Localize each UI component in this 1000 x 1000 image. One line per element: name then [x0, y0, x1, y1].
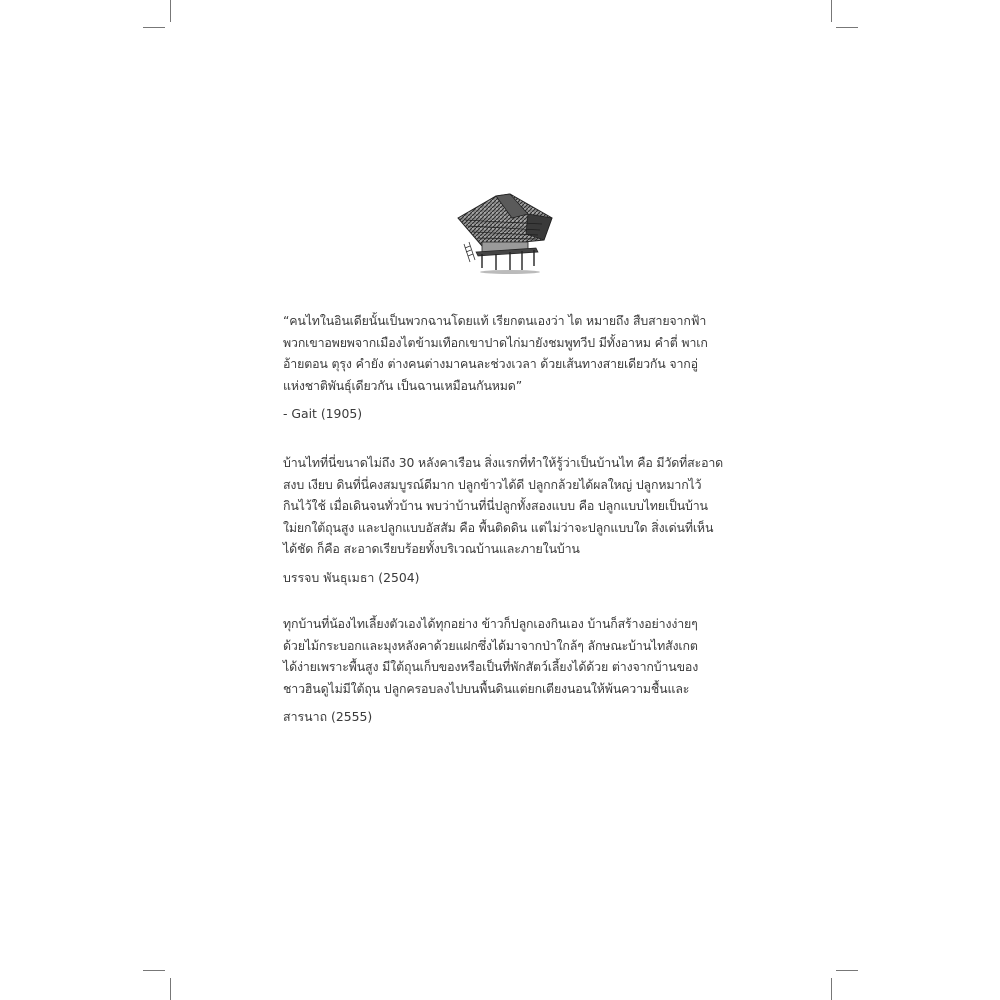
passage-line: ได้ง่ายเพราะพื้นสูง มีใต้ถุนเก็บของหรือเป็นที่พักสัตว์เลี้ยงได้ด้วย ต่างจากบ้านของ [283, 659, 699, 675]
crop-mark [836, 27, 858, 28]
passage-two-block [283, 613, 733, 727]
passage-line: บ้านไทที่นี่ขนาดไม่ถึง 30 หลังคาเรือน สิ่งแรกที่ทำให้รู้ว่าเป็นบ้านไท คือ มีวัดที่สะอาด [283, 455, 724, 470]
quote-line: พวกเขาอพยพจากเมืองไตข้ามเทือกเขาปาดไก่มายังชมพูทวีป มีทั้งอาหม คำตี่ พาเก [283, 334, 708, 350]
quote-block [283, 310, 733, 424]
crop-mark [831, 0, 832, 22]
crop-mark [143, 970, 165, 971]
passage-one-block [283, 452, 733, 588]
quote-citation: - Gait (1905) [283, 406, 363, 422]
crop-mark [170, 0, 171, 22]
passage-line: ด้วยไม้กระบอกและมุงหลังคาด้วยแฝกซึ่งได้มาจากป่าใกล้ๆ ลักษณะบ้านไทสังเกต [283, 637, 698, 653]
passage-line: กินไว้ใช้ เมื่อเดินจนทั่วบ้าน พบว่าบ้านที่นี่ปลูกทั้งสองแบบ คือ ปลูกแบบไทยเป็นบ้าน [283, 498, 708, 514]
passage-one-citation: บรรจบ พันธุเมธา (2504) [283, 569, 420, 585]
passage-line: ชาวฮินดูไม่มีใต้ถุน ปลูกครอบลงไปบนพื้นดินแต่ยกเตียงนอนให้พ้นความชื้นและ [283, 680, 690, 696]
passage-line: ทุกบ้านที่น้องไทเลี้ยงตัวเองได้ทุกอย่าง ข้าวก็ปลูกเองกินเอง บ้านก็สร้างอย่างง่ายๆ [283, 616, 698, 631]
quote-line: แห่งชาติพันธุ์เดียวกัน เป็นฉานเหมือนกันหมด” [283, 377, 522, 393]
quote-paragraph [283, 310, 733, 396]
passage-one-paragraph [283, 452, 733, 560]
crop-mark [170, 978, 171, 1000]
passage-line: ใม่ยกใต้ถุนสูง และปลูกแบบอัสสัม คือ พื้นติดดิน แต่ไม่ว่าจะปลูกแบบใด สิ่งเด่นที่เห็น [283, 519, 714, 535]
crop-mark [836, 970, 858, 971]
quote-line: อ้ายตอน ตุรุง คำยัง ต่างคนต่างมาคนละช่วงเวลา ด้วยเส้นทางสายเดียวกัน จากอู่ [283, 356, 698, 372]
quote-line: “คนไทในอินเดียนั้นเป็นพวกฉานโดยแท้ เรียกตนเองว่า ไต หมายถึง สืบสายจากฟ้า [283, 313, 707, 328]
stilt-house-icon [452, 188, 562, 274]
crop-mark [831, 978, 832, 1000]
passage-line: สงบ เงียบ ดินที่นี่คงสมบูรณ์ดีมาก ปลูกข้าวได้ดี ปลูกกล้วยได้ผลใหญ่ ปลูกหมากไว้ [283, 476, 702, 492]
crop-mark [143, 27, 165, 28]
passage-two-citation: สารนาถ (2555) [283, 709, 373, 725]
passage-line: ได้ชัด ก็คือ สะอาดเรียบร้อยทั้งบริเวณบ้านและภายในบ้าน [283, 541, 580, 557]
passage-two-paragraph [283, 613, 733, 699]
